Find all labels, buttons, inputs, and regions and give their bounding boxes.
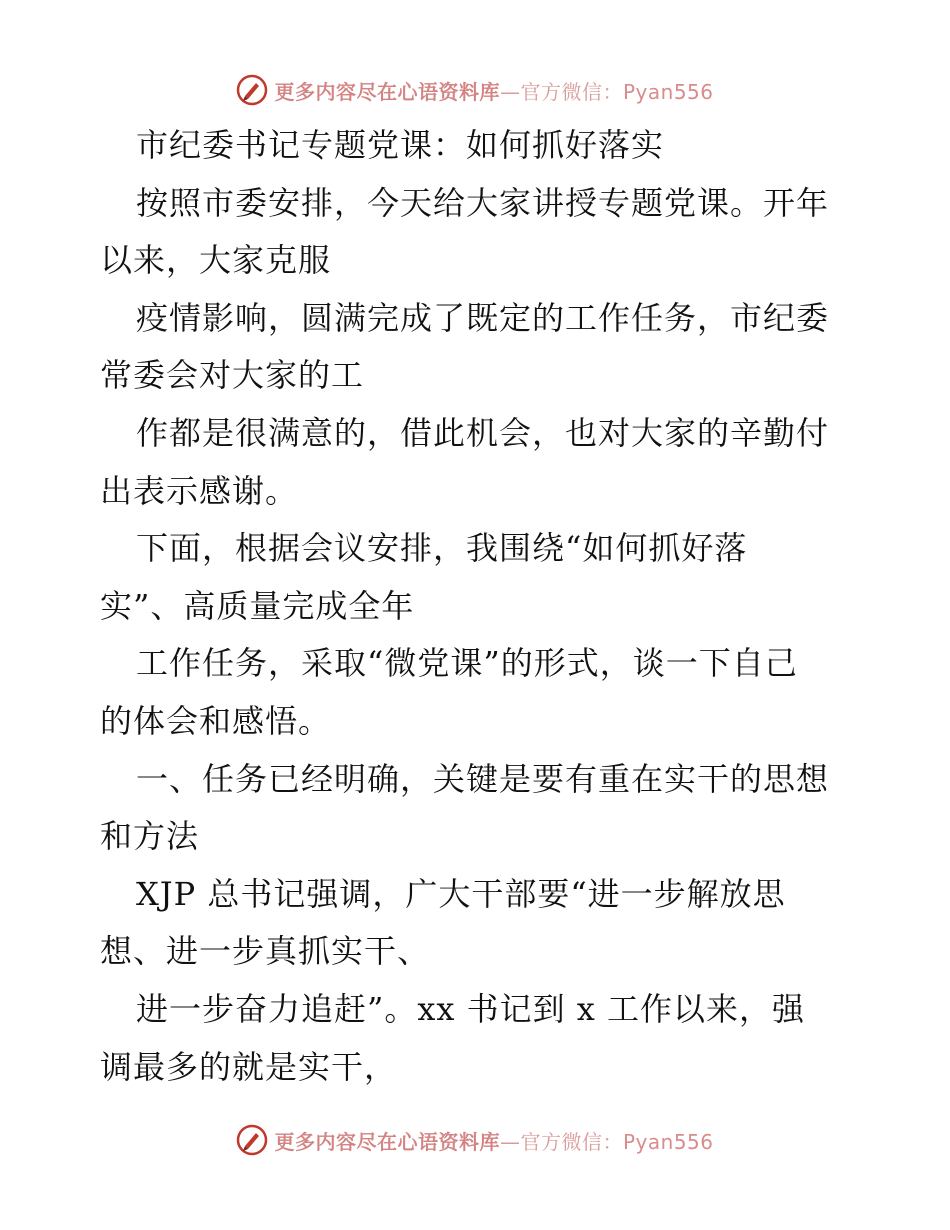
- red-quill-logo-icon: [236, 74, 268, 106]
- text-line: 想、进一步真抓实干、: [100, 932, 431, 971]
- text-line: XJP 总书记强调，广大干部要“进一步解放思: [136, 874, 786, 913]
- header-banner: [0, 70, 950, 110]
- text-line: 作都是很满意的，借此机会，也对大家的辛勤付: [136, 413, 830, 452]
- text-line: 以来，大家克服: [100, 241, 332, 280]
- text-line: 和方法: [100, 817, 200, 856]
- banner-text: [274, 1126, 713, 1155]
- text-line: 下面，根据会议安排，我围绕“如何抓好落: [136, 529, 748, 568]
- text-line: 的体会和感悟。: [100, 701, 332, 740]
- text-line: 调最多的就是实干，: [100, 1047, 398, 1086]
- banner-text-part2: —官方微信：: [499, 79, 623, 104]
- text-line: 疫情影响，圆满完成了既定的工作任务，市纪委: [136, 298, 830, 337]
- text-line: 一、任务已经明确，关键是要有重在实干的思想: [136, 759, 830, 798]
- text-line: 按照市委安排，今天给大家讲授专题党课。开年: [136, 183, 830, 222]
- text-line: 市纪委书记专题党课：如何抓好落实: [136, 126, 665, 164]
- document-body: [100, 117, 860, 1096]
- banner-text-part2: —官方微信：: [499, 1129, 623, 1154]
- banner-text-part3: Pyan556: [622, 1129, 714, 1154]
- footer-banner: [0, 1120, 950, 1160]
- text-line: 实”、高质量完成全年: [100, 586, 415, 625]
- text-line: 进一步奋力追赶”。xx 书记到 x 工作以来，强: [136, 989, 806, 1028]
- banner-text: [274, 76, 713, 105]
- text-line: 常委会对大家的工: [100, 356, 365, 395]
- text-line: 出表示感谢。: [100, 471, 299, 510]
- banner-text-part1: 更多内容尽在心语资料库: [274, 1129, 500, 1154]
- text-line: 工作任务，采取“微党课”的形式，谈一下自己: [136, 644, 798, 683]
- banner-text-part3: Pyan556: [622, 79, 714, 104]
- banner-text-part1: 更多内容尽在心语资料库: [274, 79, 500, 104]
- red-quill-logo-icon: [236, 1124, 268, 1156]
